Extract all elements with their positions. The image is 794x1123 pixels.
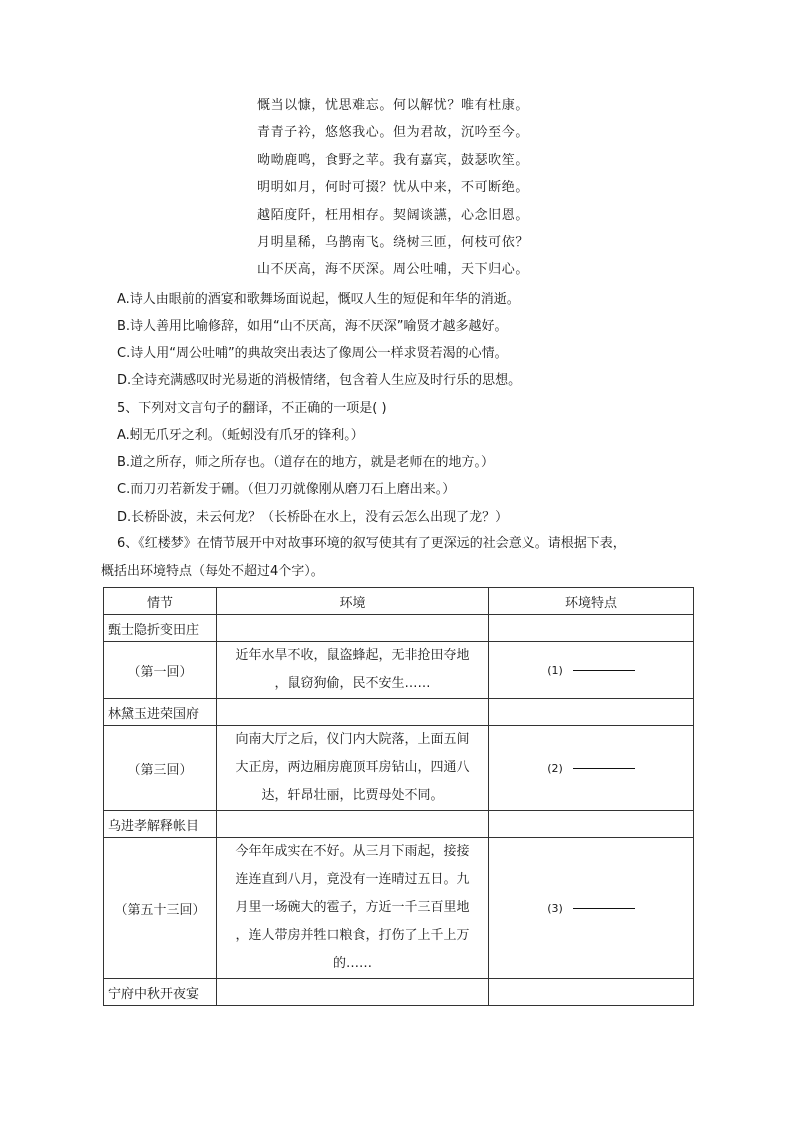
header-plot: 情节 bbox=[104, 588, 217, 615]
answer-number: (1) bbox=[547, 663, 563, 677]
table-row bbox=[104, 642, 694, 699]
environment-line: 向南大厅之后，仪门内大院落，上面五间 bbox=[235, 732, 470, 747]
poem-line: 月明星稀，乌鹊南飞。绕树三匝，何枝可依？ bbox=[256, 234, 529, 250]
environment-line: ，鼠窃狗偷，民不安生…… bbox=[274, 676, 431, 691]
environment-line: 大正房，两边厢房鹿顶耳房钻山，四通八 bbox=[235, 760, 470, 775]
environment-line: 月里一场碗大的雹子，方近一千三百里地 bbox=[235, 900, 470, 915]
environment-line: 达，轩昂壮丽，比贾母处不同。 bbox=[261, 788, 444, 803]
empty-cell bbox=[489, 615, 694, 642]
q5-option-d: D.长桥卧波，未云何龙？（长桥卧在水上，没有云怎么出现了龙？） bbox=[117, 510, 509, 525]
q5-option-a: A.蚓无爪牙之利。（蚯蚓没有爪牙的锋利。） bbox=[117, 428, 364, 443]
q5-option-c: C.而刀刃若新发于硎。（但刀刃就像刚从磨刀石上磨出来。） bbox=[117, 482, 456, 497]
chapter-cell: （第五十三回） bbox=[104, 838, 217, 979]
poem-line: 呦呦鹿鸣，食野之苹。我有嘉宾，鼓瑟吹笙。 bbox=[256, 152, 529, 168]
poem-line: 山不厌高，海不厌深。周公吐哺，天下归心。 bbox=[256, 262, 529, 278]
plot-title: 宁府中秋开夜宴 bbox=[104, 979, 217, 1006]
answer-cell bbox=[489, 726, 694, 811]
q4-option-d: D.全诗充满感叹时光易逝的消极情绪，包含着人生应及时行乐的思想。 bbox=[117, 373, 522, 388]
q4-option-b: B.诗人善用比喻修辞，如用“山不厌高，海不厌深”喻贤才越多越好。 bbox=[117, 319, 508, 334]
header-feature: 环境特点 bbox=[489, 588, 694, 615]
environment-table bbox=[103, 587, 694, 1006]
table-row bbox=[104, 811, 694, 838]
empty-cell bbox=[217, 811, 489, 838]
table-row bbox=[104, 615, 694, 642]
poem-line: 青青子衿，悠悠我心。但为君故，沉吟至今。 bbox=[256, 125, 529, 141]
answer-cell bbox=[489, 642, 694, 699]
empty-cell bbox=[217, 699, 489, 726]
environment-cell bbox=[217, 642, 489, 699]
empty-cell bbox=[489, 699, 694, 726]
table-row bbox=[104, 838, 694, 979]
q4-option-c: C.诗人用“周公吐哺”的典故突出表达了像周公一样求贤若渴的心情。 bbox=[117, 346, 508, 361]
table-row bbox=[104, 699, 694, 726]
environment-line: 今年年成实在不好。从三月下雨起，接接 bbox=[235, 844, 470, 859]
header-environment: 环境 bbox=[217, 588, 489, 615]
environment-line: 连连直到八月，竟没有一连晴过五日。九 bbox=[235, 872, 470, 887]
answer-cell bbox=[489, 838, 694, 979]
answer-blank[interactable] bbox=[573, 768, 635, 769]
environment-cell bbox=[217, 726, 489, 811]
answer-blank[interactable] bbox=[573, 908, 635, 909]
q6-line-1: 6、《红楼梦》在情节展开中对故事环境的叙写使其有了更深远的社会意义。请根据下表， bbox=[117, 536, 626, 551]
empty-cell bbox=[217, 979, 489, 1006]
q5-option-b: B.道之所存，师之所存也。（道存在的地方，就是老师在的地方。） bbox=[117, 455, 495, 470]
q4-option-a: A.诗人由眼前的酒宴和歌舞场面说起，慨叹人生的短促和年华的消逝。 bbox=[117, 292, 520, 307]
q6-stem bbox=[101, 530, 697, 586]
poem-line: 越陌度阡，枉用相存。契阔谈讌，心念旧恩。 bbox=[256, 207, 529, 223]
answer-blank[interactable] bbox=[573, 670, 635, 671]
table-row bbox=[104, 979, 694, 1006]
table-row bbox=[104, 726, 694, 811]
table-header-row bbox=[104, 588, 694, 615]
chapter-cell: （第一回） bbox=[104, 642, 217, 699]
poem-line: 明明如月，何时可掇？忧从中来，不可断绝。 bbox=[256, 180, 529, 196]
answer-number: (2) bbox=[547, 761, 563, 775]
poem bbox=[0, 92, 794, 284]
environment-line: 的…… bbox=[332, 956, 372, 971]
plot-title: 林黛玉进荣国府 bbox=[104, 699, 217, 726]
q6-line-2: 概括出环境特点（每处不超过4个字）。 bbox=[101, 564, 324, 579]
answer-number: (3) bbox=[547, 901, 563, 915]
empty-cell bbox=[489, 979, 694, 1006]
environment-line: 近年水旱不收，鼠盗蜂起，无非抢田夺地 bbox=[235, 648, 470, 663]
empty-cell bbox=[217, 615, 489, 642]
environment-cell bbox=[217, 838, 489, 979]
chapter-cell: （第三回） bbox=[104, 726, 217, 811]
q5-stem: 5、下列对文言句子的翻译，不正确的一项是( ) bbox=[117, 401, 387, 416]
plot-title: 乌进孝解释帐目 bbox=[104, 811, 217, 838]
environment-line: ，连人带房并牲口粮食，打伤了上千上万 bbox=[235, 928, 470, 943]
empty-cell bbox=[489, 811, 694, 838]
poem-line: 慨当以慷，忧思难忘。何以解忧？唯有杜康。 bbox=[256, 98, 529, 113]
plot-title: 甄士隐折变田庄 bbox=[104, 615, 217, 642]
